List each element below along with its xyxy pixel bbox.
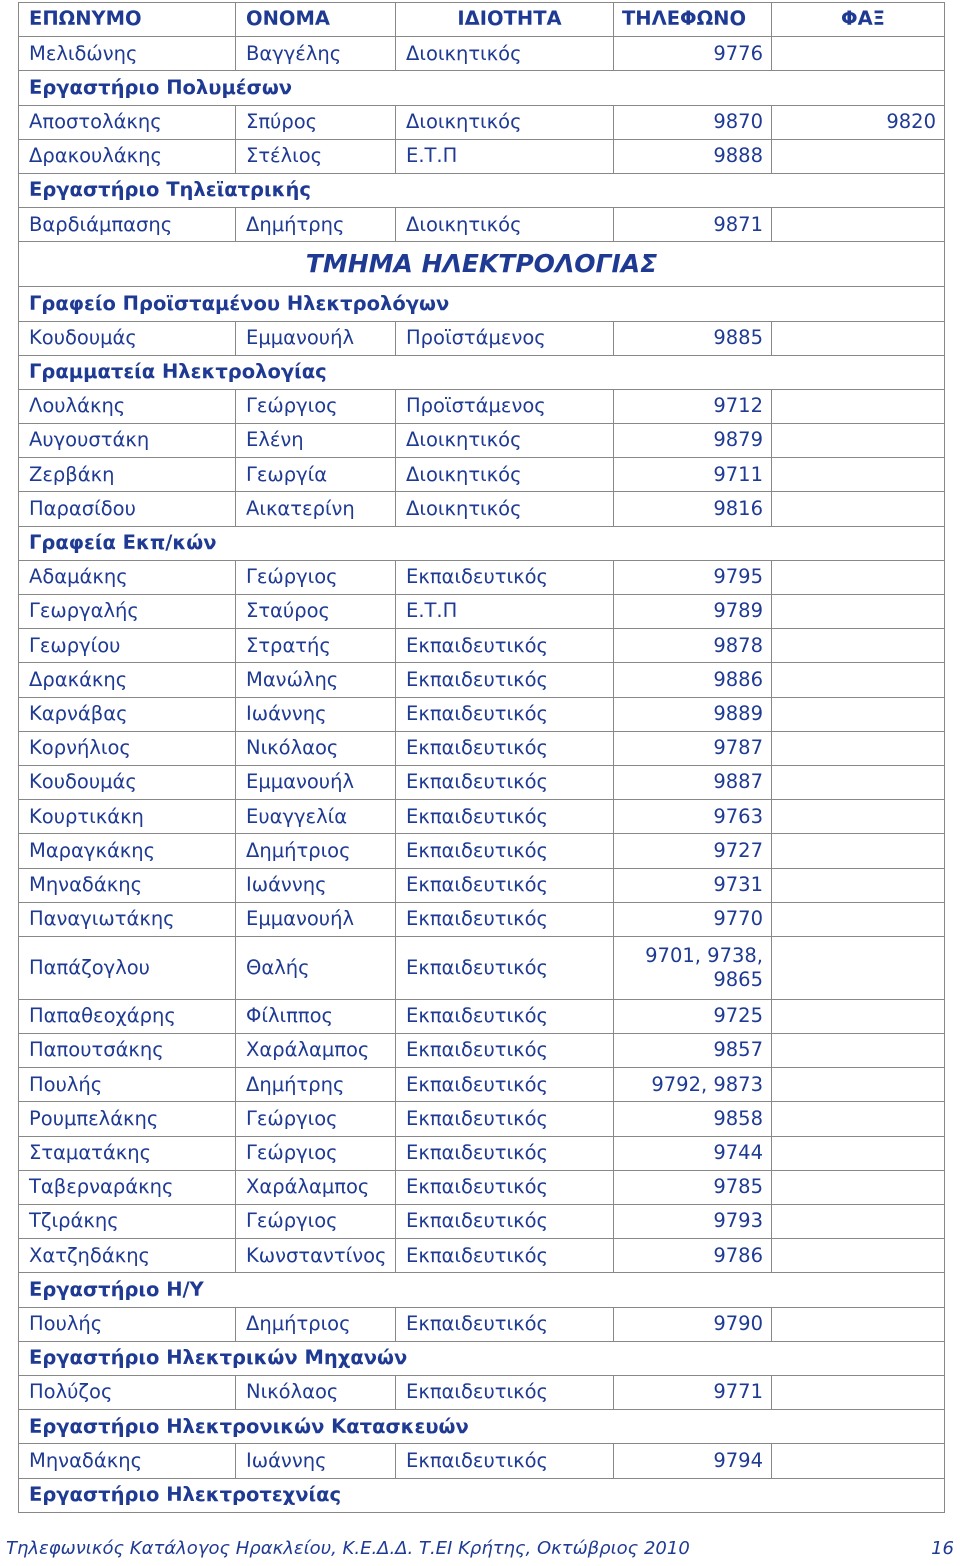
phone-cell: 9885 bbox=[614, 321, 772, 355]
section-heading: Εργαστήριο Η/Υ bbox=[19, 1273, 945, 1307]
role-cell: Διοικητικός bbox=[396, 208, 614, 242]
last-name-cell: Κουδουμάς bbox=[19, 321, 236, 355]
first-name-cell: Βαγγέλης bbox=[236, 37, 396, 71]
phone-cell: 9794 bbox=[614, 1444, 772, 1478]
phone-cell: 9763 bbox=[614, 800, 772, 834]
phone-cell: 9793 bbox=[614, 1205, 772, 1239]
fax-cell bbox=[772, 999, 945, 1033]
first-name-cell: Στέλιος bbox=[236, 139, 396, 173]
header-first-name: ΟΝΟΜΑ bbox=[236, 3, 396, 37]
directory-table bbox=[18, 2, 945, 1513]
phone-cell: 9712 bbox=[614, 389, 772, 423]
first-name-cell: Δημήτρης bbox=[236, 1068, 396, 1102]
fax-cell: 9820 bbox=[772, 105, 945, 139]
table-row bbox=[19, 321, 945, 355]
role-cell: Εκπαιδευτικός bbox=[396, 800, 614, 834]
header-row bbox=[19, 3, 945, 37]
role-cell: Εκπαιδευτικός bbox=[396, 902, 614, 936]
role-cell: Διοικητικός bbox=[396, 424, 614, 458]
last-name-cell: Κουδουμάς bbox=[19, 765, 236, 799]
phone-cell: 9744 bbox=[614, 1136, 772, 1170]
role-cell: Εκπαιδευτικός bbox=[396, 765, 614, 799]
fax-cell bbox=[772, 458, 945, 492]
table-row bbox=[19, 389, 945, 423]
phone-cell: 9878 bbox=[614, 629, 772, 663]
phone-cell: 9711 bbox=[614, 458, 772, 492]
table-row bbox=[19, 999, 945, 1033]
table-row bbox=[19, 560, 945, 594]
last-name-cell: Παπουτσάκης bbox=[19, 1034, 236, 1068]
fax-cell bbox=[772, 800, 945, 834]
header-fax: ΦΑΞ bbox=[772, 3, 945, 37]
fax-cell bbox=[772, 1239, 945, 1273]
last-name-cell: Γεωργίου bbox=[19, 629, 236, 663]
fax-cell bbox=[772, 1136, 945, 1170]
table-row bbox=[19, 105, 945, 139]
fax-cell bbox=[772, 765, 945, 799]
role-cell: Διοικητικός bbox=[396, 458, 614, 492]
fax-cell bbox=[772, 868, 945, 902]
last-name-cell: Αποστολάκης bbox=[19, 105, 236, 139]
phone-cell: 9888 bbox=[614, 139, 772, 173]
phone-cell: 9770 bbox=[614, 902, 772, 936]
fax-cell bbox=[772, 492, 945, 526]
table-row bbox=[19, 629, 945, 663]
section-heading: Γραφείο Προϊσταμένου Ηλεκτρολόγων bbox=[19, 287, 945, 321]
last-name-cell: Μηναδάκης bbox=[19, 868, 236, 902]
table-row bbox=[19, 834, 945, 868]
last-name-cell: Ρουμπελάκης bbox=[19, 1102, 236, 1136]
header-last-name: ΕΠΩΝΥΜΟ bbox=[19, 3, 236, 37]
table-row bbox=[19, 492, 945, 526]
fax-cell bbox=[772, 731, 945, 765]
first-name-cell: Γεώργιος bbox=[236, 560, 396, 594]
fax-cell bbox=[772, 663, 945, 697]
last-name-cell: Παρασίδου bbox=[19, 492, 236, 526]
role-cell: Εκπαιδευτικός bbox=[396, 1205, 614, 1239]
first-name-cell: Γεώργιος bbox=[236, 1102, 396, 1136]
role-cell: Εκπαιδευτικός bbox=[396, 560, 614, 594]
phone-cell: 9795 bbox=[614, 560, 772, 594]
table-row bbox=[19, 1307, 945, 1341]
section-heading: Γραφεία Εκπ/κών bbox=[19, 526, 945, 560]
phone-cell: 9792, 9873 bbox=[614, 1068, 772, 1102]
table-row bbox=[19, 731, 945, 765]
phone-cell: 9787 bbox=[614, 731, 772, 765]
table-row bbox=[19, 765, 945, 799]
section-heading-row bbox=[19, 355, 945, 389]
phone-cell: 9785 bbox=[614, 1170, 772, 1204]
phone-cell: 9701, 9738, 9865 bbox=[614, 936, 772, 999]
first-name-cell: Κωνσταντίνος bbox=[236, 1239, 396, 1273]
first-name-cell: Σπύρος bbox=[236, 105, 396, 139]
phone-cell: 9790 bbox=[614, 1307, 772, 1341]
section-heading: Εργαστήριο Τηλεϊατρικής bbox=[19, 173, 945, 207]
section-heading-row bbox=[19, 526, 945, 560]
phone-cell: 9858 bbox=[614, 1102, 772, 1136]
last-name-cell: Λουλάκης bbox=[19, 389, 236, 423]
phone-cell: 9870 bbox=[614, 105, 772, 139]
table-row bbox=[19, 424, 945, 458]
table-row bbox=[19, 1239, 945, 1273]
section-heading: Εργαστήριο Ηλεκτρονικών Κατασκευών bbox=[19, 1410, 945, 1444]
fax-cell bbox=[772, 1307, 945, 1341]
last-name-cell: Κορνήλιος bbox=[19, 731, 236, 765]
table-row bbox=[19, 1205, 945, 1239]
last-name-cell: Γεωργαλής bbox=[19, 595, 236, 629]
table-row bbox=[19, 1375, 945, 1409]
section-heading-row bbox=[19, 71, 945, 105]
fax-cell bbox=[772, 1444, 945, 1478]
first-name-cell: Εμμανουήλ bbox=[236, 321, 396, 355]
first-name-cell: Ιωάννης bbox=[236, 1444, 396, 1478]
table-row bbox=[19, 697, 945, 731]
last-name-cell: Μελιδώνης bbox=[19, 37, 236, 71]
last-name-cell: Καρνάβας bbox=[19, 697, 236, 731]
last-name-cell: Πουλής bbox=[19, 1068, 236, 1102]
last-name-cell: Αυγουστάκη bbox=[19, 424, 236, 458]
section-heading: Εργαστήριο Πολυμέσων bbox=[19, 71, 945, 105]
last-name-cell: Παναγιωτάκης bbox=[19, 902, 236, 936]
first-name-cell: Σταύρος bbox=[236, 595, 396, 629]
table-row bbox=[19, 800, 945, 834]
role-cell: Εκπαιδευτικός bbox=[396, 1375, 614, 1409]
fax-cell bbox=[772, 1375, 945, 1409]
table-row bbox=[19, 208, 945, 242]
phone-cell: 9886 bbox=[614, 663, 772, 697]
role-cell: Εκπαιδευτικός bbox=[396, 1307, 614, 1341]
section-heading-row bbox=[19, 287, 945, 321]
fax-cell bbox=[772, 560, 945, 594]
role-cell: Εκπαιδευτικός bbox=[396, 834, 614, 868]
role-cell: Εκπαιδευτικός bbox=[396, 1239, 614, 1273]
table-row bbox=[19, 1136, 945, 1170]
first-name-cell: Δημήτρης bbox=[236, 208, 396, 242]
role-cell: Εκπαιδευτικός bbox=[396, 1068, 614, 1102]
last-name-cell: Μαραγκάκης bbox=[19, 834, 236, 868]
last-name-cell: Παπάζογλου bbox=[19, 936, 236, 999]
phone-cell: 9727 bbox=[614, 834, 772, 868]
table-row bbox=[19, 595, 945, 629]
first-name-cell: Γεώργιος bbox=[236, 1205, 396, 1239]
last-name-cell: Παπαθεοχάρης bbox=[19, 999, 236, 1033]
section-heading: Εργαστήριο Ηλεκτροτεχνίας bbox=[19, 1478, 945, 1512]
first-name-cell: Θαλής bbox=[236, 936, 396, 999]
table-row bbox=[19, 1068, 945, 1102]
last-name-cell: Σταματάκης bbox=[19, 1136, 236, 1170]
table-row bbox=[19, 902, 945, 936]
fax-cell bbox=[772, 37, 945, 71]
first-name-cell: Στρατής bbox=[236, 629, 396, 663]
last-name-cell: Χατζηδάκης bbox=[19, 1239, 236, 1273]
role-cell: Διοικητικός bbox=[396, 492, 614, 526]
table-row bbox=[19, 1102, 945, 1136]
first-name-cell: Αικατερίνη bbox=[236, 492, 396, 526]
role-cell: Εκπαιδευτικός bbox=[396, 629, 614, 663]
last-name-cell: Πουλής bbox=[19, 1307, 236, 1341]
header-role: ΙΔΙΟΤΗΤΑ bbox=[396, 3, 614, 37]
first-name-cell: Χαράλαμπος bbox=[236, 1034, 396, 1068]
role-cell: Προϊστάμενος bbox=[396, 321, 614, 355]
last-name-cell: Δρακουλάκης bbox=[19, 139, 236, 173]
last-name-cell: Δρακάκης bbox=[19, 663, 236, 697]
fax-cell bbox=[772, 595, 945, 629]
role-cell: Εκπαιδευτικός bbox=[396, 999, 614, 1033]
role-cell: Διοικητικός bbox=[396, 105, 614, 139]
department-heading: ΤΜΗΜΑ ΗΛΕΚΤΡΟΛΟΓΙΑΣ bbox=[19, 242, 945, 287]
first-name-cell: Μανώλης bbox=[236, 663, 396, 697]
first-name-cell: Ιωάννης bbox=[236, 868, 396, 902]
phone-cell: 9857 bbox=[614, 1034, 772, 1068]
section-heading-row bbox=[19, 1273, 945, 1307]
last-name-cell: Ζερβάκη bbox=[19, 458, 236, 492]
fax-cell bbox=[772, 1068, 945, 1102]
table-row bbox=[19, 458, 945, 492]
table-row bbox=[19, 1034, 945, 1068]
role-cell: Εκπαιδευτικός bbox=[396, 1102, 614, 1136]
table-row bbox=[19, 1170, 945, 1204]
last-name-cell: Ταβερναράκης bbox=[19, 1170, 236, 1204]
first-name-cell: Ευαγγελία bbox=[236, 800, 396, 834]
fax-cell bbox=[772, 1205, 945, 1239]
table-row bbox=[19, 1444, 945, 1478]
role-cell: Εκπαιδευτικός bbox=[396, 1034, 614, 1068]
section-heading: Εργαστήριο Ηλεκτρικών Μηχανών bbox=[19, 1341, 945, 1375]
first-name-cell: Εμμανουήλ bbox=[236, 902, 396, 936]
fax-cell bbox=[772, 1170, 945, 1204]
last-name-cell: Κουρτικάκη bbox=[19, 800, 236, 834]
phone-cell: 9731 bbox=[614, 868, 772, 902]
first-name-cell: Γεωργία bbox=[236, 458, 396, 492]
first-name-cell: Δημήτριος bbox=[236, 834, 396, 868]
role-cell: Ε.Τ.Π bbox=[396, 595, 614, 629]
role-cell: Εκπαιδευτικός bbox=[396, 868, 614, 902]
role-cell: Εκπαιδευτικός bbox=[396, 731, 614, 765]
fax-cell bbox=[772, 697, 945, 731]
role-cell: Εκπαιδευτικός bbox=[396, 936, 614, 999]
table-row bbox=[19, 37, 945, 71]
first-name-cell: Ιωάννης bbox=[236, 697, 396, 731]
department-heading-row bbox=[19, 242, 945, 287]
fax-cell bbox=[772, 902, 945, 936]
section-heading-row bbox=[19, 173, 945, 207]
first-name-cell: Γεώργιος bbox=[236, 389, 396, 423]
fax-cell bbox=[772, 834, 945, 868]
first-name-cell: Νικόλαος bbox=[236, 731, 396, 765]
page-number: 16 bbox=[931, 1538, 954, 1559]
last-name-cell: Βαρδιάμπασης bbox=[19, 208, 236, 242]
role-cell: Προϊστάμενος bbox=[396, 389, 614, 423]
phone-cell: 9889 bbox=[614, 697, 772, 731]
fax-cell bbox=[772, 936, 945, 999]
last-name-cell: Αδαμάκης bbox=[19, 560, 236, 594]
phone-cell: 9771 bbox=[614, 1375, 772, 1409]
fax-cell bbox=[772, 321, 945, 355]
role-cell: Εκπαιδευτικός bbox=[396, 1136, 614, 1170]
last-name-cell: Τζιράκης bbox=[19, 1205, 236, 1239]
phone-cell: 9789 bbox=[614, 595, 772, 629]
last-name-cell: Πολύζος bbox=[19, 1375, 236, 1409]
table-row bbox=[19, 139, 945, 173]
last-name-cell: Μηναδάκης bbox=[19, 1444, 236, 1478]
role-cell: Ε.Τ.Π bbox=[396, 139, 614, 173]
fax-cell bbox=[772, 629, 945, 663]
first-name-cell: Φίλιππος bbox=[236, 999, 396, 1033]
phone-cell: 9786 bbox=[614, 1239, 772, 1273]
first-name-cell: Γεώργιος bbox=[236, 1136, 396, 1170]
section-heading-row bbox=[19, 1341, 945, 1375]
header-phone: ΤΗΛΕΦΩΝΟ bbox=[614, 3, 772, 37]
role-cell: Εκπαιδευτικός bbox=[396, 1170, 614, 1204]
phone-cell: 9816 bbox=[614, 492, 772, 526]
first-name-cell: Χαράλαμπος bbox=[236, 1170, 396, 1204]
phone-cell: 9879 bbox=[614, 424, 772, 458]
first-name-cell: Ελένη bbox=[236, 424, 396, 458]
fax-cell bbox=[772, 139, 945, 173]
section-heading-row bbox=[19, 1410, 945, 1444]
fax-cell bbox=[772, 389, 945, 423]
section-heading: Γραμματεία Ηλεκτρολογίας bbox=[19, 355, 945, 389]
table-row bbox=[19, 868, 945, 902]
table-row bbox=[19, 663, 945, 697]
role-cell: Διοικητικός bbox=[396, 37, 614, 71]
section-heading-row bbox=[19, 1478, 945, 1512]
first-name-cell: Νικόλαος bbox=[236, 1375, 396, 1409]
fax-cell bbox=[772, 1034, 945, 1068]
role-cell: Εκπαιδευτικός bbox=[396, 663, 614, 697]
phone-cell: 9725 bbox=[614, 999, 772, 1033]
fax-cell bbox=[772, 1102, 945, 1136]
role-cell: Εκπαιδευτικός bbox=[396, 697, 614, 731]
fax-cell bbox=[772, 424, 945, 458]
role-cell: Εκπαιδευτικός bbox=[396, 1444, 614, 1478]
phone-cell: 9776 bbox=[614, 37, 772, 71]
phone-cell: 9887 bbox=[614, 765, 772, 799]
first-name-cell: Δημήτριος bbox=[236, 1307, 396, 1341]
table-row bbox=[19, 936, 945, 999]
page-footer bbox=[6, 1534, 954, 1560]
first-name-cell: Εμμανουήλ bbox=[236, 765, 396, 799]
fax-cell bbox=[772, 208, 945, 242]
footer-text: Τηλεφωνικός Κατάλογος Ηρακλείου, Κ.Ε.Δ.Δ. Τ.ΕΙ Κρήτης, Οκτώβριος 2010 bbox=[6, 1538, 690, 1559]
phone-cell: 9871 bbox=[614, 208, 772, 242]
